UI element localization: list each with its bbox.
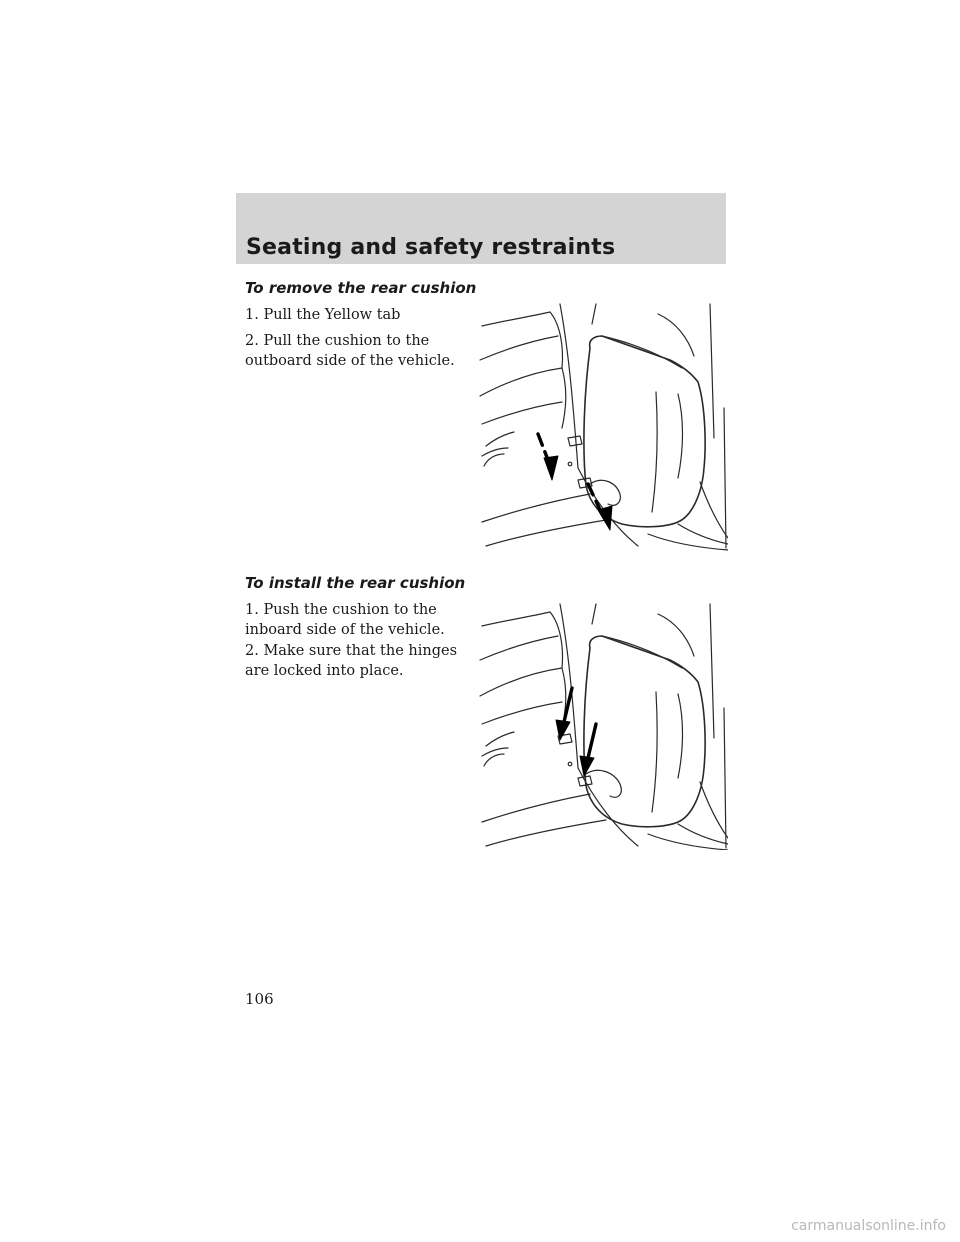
install-step-1: 1. Push the cushion to the inboard side of the vehicle. — [245, 602, 445, 638]
section-title: Seating and safety restraints — [246, 235, 616, 260]
install-step-2: 2. Make sure that the hinges are locked into place. — [245, 643, 458, 679]
page-number: 106 — [245, 990, 274, 1008]
install-cushion-illustration — [478, 598, 728, 850]
remove-cushion-illustration — [478, 298, 728, 553]
install-cushion-heading: To install the rear cushion — [245, 574, 466, 592]
remove-step-1: 1. Pull the Yellow tab — [245, 307, 401, 323]
remove-step-2: 2. Pull the cushion to the outboard side of the vehicle. — [245, 333, 455, 369]
footer-watermark: carmanualsonline.info — [791, 1218, 946, 1234]
remove-cushion-heading: To remove the rear cushion — [245, 279, 477, 297]
section-header-band — [236, 193, 726, 264]
